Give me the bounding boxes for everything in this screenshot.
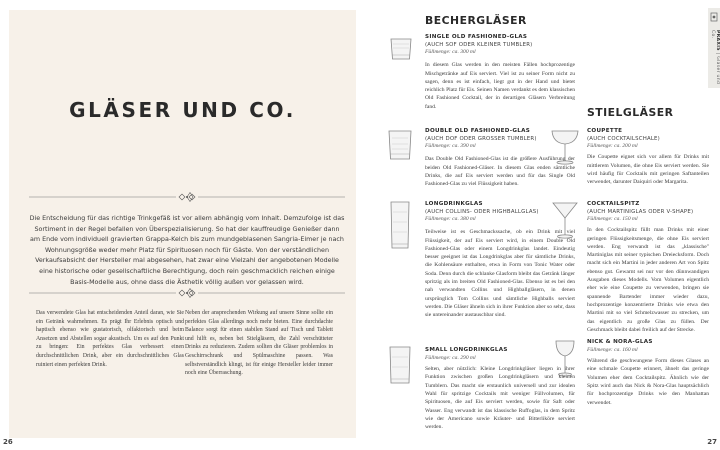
- entry-description: Teilweise ist es Geschmackssache, ob ein Drink mit viel Flüssigkeit, der auf Eis serviert wird, in einem Double Old Fashioned-Glas oder einem Longdrinkglas landet. Eindeutig besser geeignet ist das Longdrinkglas aber für sämtliche Drinks, die Kohlensäure enthalten, etwa in Form von Tonic Water oder Soda. Denn durch die schlanke Glasform bleibt das Getränk länger spritzig als im breiten Old Fashioned-Glas. Ebenso ist es bei den nah verwandten Collins und Highballgläsern, in denen ursprünglich Tom Collins und sämtliche Highballs serviert werden. Die Gläser ähneln sich in ihrer Funktion aber so sehr, dass sie untereinander austauschbar sind.: [425, 229, 575, 319]
- entry-description: Das Double Old Fashioned-Glas ist die größere Ausführung der beiden Old Fashioned-Gläser. In diesem Glas enden sämtliche Drinks, die auf Eis serviert werden und für das Single Old Fashioned-Glas zu viel Flüssigkeit haben.: [425, 156, 575, 188]
- section-title-becherglaeser: BECHERGLÄSER: [425, 14, 527, 27]
- entry-subtitle: (AUCH DOF ODER GROSSER TUMBLER): [425, 135, 537, 142]
- chapter-tab: [708, 8, 720, 88]
- entry-description: In den Cocktailspitz füllt man Drinks mit einer geringen Flüssigkeitsmenge, die ohne Eis serviert werden. Eng verwandt ist das „klassische" Martiniglas mit seiner typischen Dreiecksform. Doch macht sich ein Martini in jeder anderen Art von Spitz ebenso gut. Gewarnt sei nur vor den dünnwandigen Ausgaben dieses Modells. Vom Volumen eigentlich eher wie eine Coupette zu verwenden, bringen sie spannende Bartender immer wieder dazu, hochprozentige konzentrierte Drinks wie etwa den Martini mit so viel Schmelzwasser zu strecken, um das eigentlich zu große Glas zu füllen. Der Geschmack bleibt dabei freilich auf der Strecke.: [587, 227, 709, 333]
- entry-cocktailspitz: [587, 201, 709, 334]
- entry-longdrinkglas: [425, 201, 575, 320]
- right-page: [361, 0, 720, 450]
- entry-name: SINGLE OLD FASHIONED-GLAS: [425, 34, 528, 40]
- ornament-divider-top: [29, 190, 345, 204]
- page-title: GLÄSER UND CO.: [69, 98, 296, 122]
- tumbler-glass-icon: [388, 36, 414, 62]
- entry-volume: Füllmenge: ca. 160 ml: [587, 346, 638, 353]
- chapter-tab-label: PRAXIS | Gläser und Co.: [710, 30, 720, 85]
- entry-name: COUPETTE: [587, 128, 623, 134]
- entry-subtitle: (AUCH SOF ODER KLEINER TUMBLER): [425, 41, 533, 48]
- section-title-stielglaeser: STIELGLÄSER: [587, 106, 674, 119]
- entry-name: SMALL LONGDRINKGLAS: [425, 347, 508, 353]
- intro-panel: [9, 10, 356, 438]
- body-column-1: Das verwendete Glas hat entscheidenden Anteil daran, wie Sie ein Getränk wahrnehmen. Es prägt Ihr Erlebnis optisch und haptisch ebenso wie gustatorisch, olfaktorisch und beim Ansetzen und Abstellen sogar akustisch. Um es auf den Punkt zu bringen: Ein perfektes Glas verbessert einen durchschnittlichen Drink, aber ein durchschnittliches Glas ruiniert einen perfekten Drink.: [36, 310, 184, 368]
- entry-volume: Füllmenge: ca. 380 ml: [425, 215, 476, 222]
- entry-nick-nora: [587, 339, 709, 407]
- entry-subtitle: (AUCH COCKTAILSCHALE): [587, 135, 660, 142]
- entry-small-longdrinkglas: [425, 347, 575, 431]
- entry-volume: Füllmenge: ca. 150 ml: [587, 215, 638, 222]
- chapter-tab-label-bold: PRAXIS: [715, 30, 720, 51]
- entry-name: COCKTAILSPITZ: [587, 201, 640, 207]
- page-number-right: 27: [707, 438, 717, 446]
- entry-name: NICK & NORA-GLAS: [587, 339, 653, 345]
- entry-single-old-fashioned: [425, 34, 575, 111]
- small-longdrink-glass-icon: [388, 345, 412, 385]
- entry-volume: Füllmenge: ca. 390 ml: [425, 142, 476, 149]
- entry-description: Selten, aber nützlich: Kleine Longdrinkgläser liegen in ihrer Funktion zwischen großen Longdrinkgläsern und kleinen Tumblern. Das macht sie erstaunlich universell und zur idealen Wahl für spritzige Cocktails mit weniger Füllvolumen, für Spirituosen, die auf Eis serviert werden, sowie für Saft oder Wasser. Eng verwandt ist das klassische Ruffoglas, in dem Spritz wie der Americano sowie Kräuter- und Bitterliköre serviert werden.: [425, 366, 575, 431]
- gear-book-icon: [710, 12, 718, 22]
- entry-subtitle: (AUCH MARTINIGLAS ODER V-SHAPE): [587, 208, 694, 215]
- entry-double-old-fashioned: [425, 128, 575, 188]
- entry-name: DOUBLE OLD FASHIONED-GLAS: [425, 128, 531, 134]
- longdrink-glass-icon: [389, 200, 411, 250]
- entry-description: Die Coupette eignet sich vor allem für Drinks mit mittlerem Volumen, die ohne Eis serviert werden. Sie wird häufig für Cocktails mit geringen Saftanteilen verwendet, darunter Daiquiri oder Margarita.: [587, 154, 709, 186]
- body-column-2: Neben der ansprechenden Wirkung auf unsere Sinne sollte ein perfektes Glas allerdings noch mehr bieten. Eine durchdachte Balance sorgt für einen stabilen Stand auf Tisch und Tablett und hilft es, neben bei Stielgläsern, die Zahl verschütteter Drinks zu reduzieren. Zudem sollten die Gläser problemlos in Geschirrschrank und Spülmaschine passen. Was selbstverständlich klingt, ist für einige Hersteller leider immer noch eine Überraschung.: [185, 310, 333, 377]
- entry-subtitle: (AUCH COLLINS- ODER HIGHBALLGLAS): [425, 208, 539, 215]
- entry-volume: Füllmenge: ca. 200 ml: [587, 142, 638, 149]
- entry-coupette: [587, 128, 709, 186]
- chapter-tab-label-text: Gläser und Co.: [710, 30, 720, 85]
- entry-volume: Füllmenge: ca. 290 ml: [425, 354, 476, 361]
- entry-volume: Füllmenge: ca. 300 ml: [425, 48, 476, 55]
- page-number-left: 26: [3, 438, 13, 446]
- entry-description: Während die geschwungene Form dieses Glases an eine schmale Coupette erinnert, ähnelt das geringe Volumen eher dem Cocktailspitz. Ähnlich wie der Spitz wird auch das Nick & Nora-Glas hauptsächlich für hochprozentige Drinks wie den Manhattan verwendet.: [587, 358, 709, 406]
- ornament-divider-bottom: [29, 286, 345, 300]
- intro-text: Die Entscheidung für das richtige Trinkgefäß ist vor allem abhängig vom Inhalt. Demzufolge ist das Sortiment in der Regel befallen von Überspezialisierung. So hat der kauffreudige Genießer dann am Ende vom individuell gravierten Grappa-Kelch bis zum mundgeblasenen Sangria-Eimer je nach Wohnungsgröße weder mehr Platz für Spirituosen noch für Gäste. Von der verständlichen Verkaufsabsicht der Hersteller mal abgesehen, hat zwar eine Vielzahl der angebotenen Modelle eine historische oder gesellschaftliche Berechtigung, doch rein geschmacklich reichen einige Basis-Modelle aus, ohne dass die Ästhetik völlig außen vor gelassen wird.: [29, 215, 345, 286]
- double-tumbler-glass-icon: [386, 128, 414, 162]
- entry-description: In diesem Glas werden in den meisten Fällen hochprozentige Mischgetränke auf Eis serviert. Viel ist zu seiner Form nicht zu sagen, denn es ist einfach, liegt gut in der Hand und bietet reichlich Platz für Eis. Seinen Namen verdankt es dem klassischen Old Fashioned Cocktail, der in derartigen Gläsern Verbreitung fand.: [425, 62, 575, 110]
- entry-name: LONGDRINKGLAS: [425, 201, 483, 207]
